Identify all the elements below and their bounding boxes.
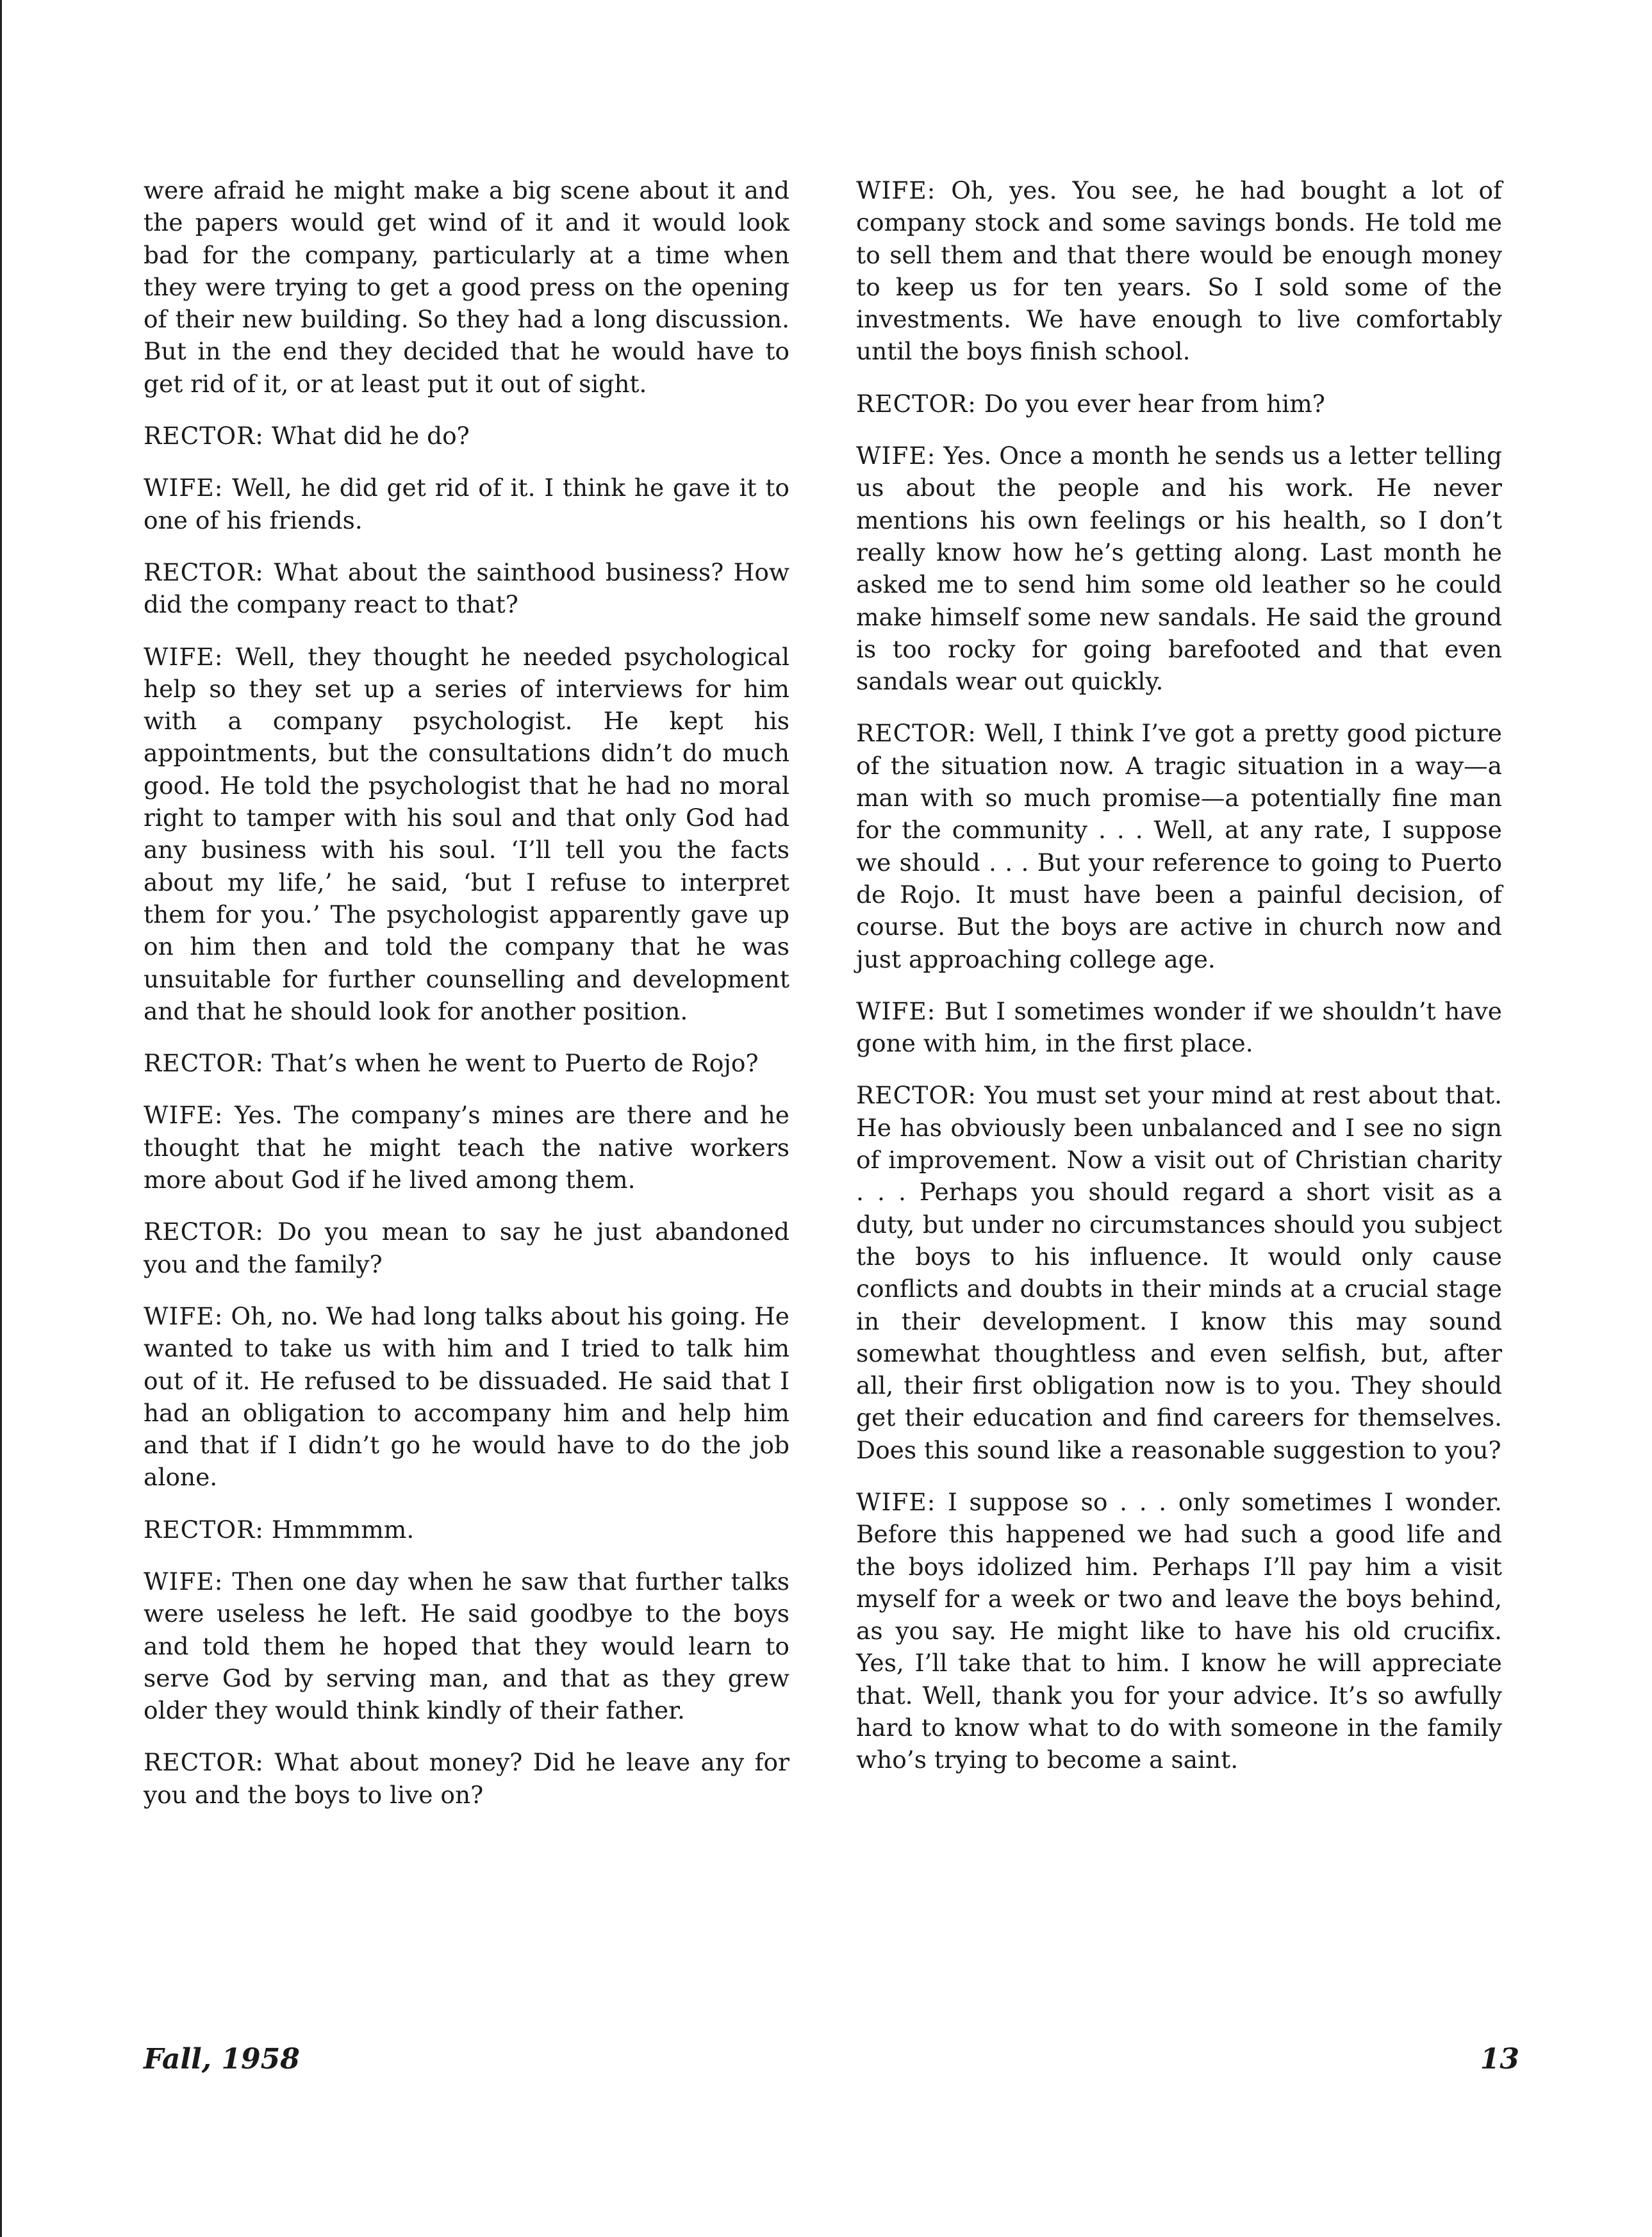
paragraph bbox=[856, 995, 1502, 1060]
paragraph-text: Hmmmmm. bbox=[263, 1515, 415, 1544]
speaker-label: WIFE: bbox=[144, 1101, 224, 1130]
speaker-label: WIFE: bbox=[856, 1487, 936, 1516]
speaker-label: WIFE: bbox=[856, 442, 936, 470]
paragraph-text: What did he do? bbox=[263, 422, 470, 450]
speaker-label: WIFE: bbox=[144, 1567, 224, 1596]
speaker-label: RECTOR: bbox=[144, 1515, 264, 1544]
speaker-label: RECTOR: bbox=[856, 719, 977, 748]
paragraph-text: Well, they thought he needed psychological help so they set up a series of interviews for him with a company psychologist. He kept his appointments, but the consultations didn’t do much good. He told the psychologist that he had no moral right to tamper with his soul and that only God had any business with his soul. ‘I’ll tell you the facts about my life,’ he said, ‘but I refuse to interpret them for you.’ The psychologist apparently gave up on him then and told the company that he was unsuitable for further counselling and development and that he should look for another position. bbox=[144, 642, 789, 1025]
paragraph-text: What about the sainthood business? How did the company react to that? bbox=[144, 557, 789, 619]
left-column bbox=[144, 174, 789, 1831]
speaker-label: RECTOR: bbox=[144, 1748, 264, 1777]
paragraph bbox=[144, 472, 789, 536]
paragraph bbox=[856, 440, 1502, 697]
paragraph bbox=[144, 556, 789, 621]
paragraph-text: What about money? Did he leave any for you and the boys to live on? bbox=[144, 1748, 789, 1809]
speaker-label: WIFE: bbox=[144, 1301, 224, 1330]
page-edge-line bbox=[0, 0, 2, 2237]
paragraph bbox=[144, 1047, 789, 1079]
paragraph-text: Then one day when he saw that further talks were useless he left. He said goodbye to the boys and told them he hoped that they would learn to serve God by serving man, and that as they grew older they would think kindly of their father. bbox=[144, 1567, 789, 1725]
paragraph bbox=[144, 1565, 789, 1726]
paragraph-text: That’s when he went to Puerto de Rojo? bbox=[263, 1049, 759, 1078]
paragraph bbox=[856, 388, 1502, 420]
paragraph bbox=[856, 1079, 1502, 1466]
footer-issue: Fall, 1958 bbox=[144, 2043, 300, 2076]
speaker-label: WIFE: bbox=[144, 474, 224, 502]
right-column bbox=[856, 174, 1502, 1796]
speaker-label: RECTOR: bbox=[144, 1218, 264, 1246]
paragraph bbox=[856, 1486, 1502, 1776]
speaker-label: WIFE: bbox=[856, 996, 936, 1025]
speaker-label: RECTOR: bbox=[144, 1049, 264, 1078]
paragraph bbox=[144, 1300, 789, 1494]
paragraph bbox=[144, 174, 789, 400]
speaker-label: WIFE: bbox=[144, 642, 224, 671]
paragraph-text: But I sometimes wonder if we shouldn’t have gone with him, in the first place. bbox=[856, 996, 1502, 1058]
paragraph-text: You must set your mind at rest about that. He has obviously been unbalanced and I see no sign of improvement. Now a visit out of Christian charity . . . Perhaps you should regard a short visit as a duty, but under no circumstances should you subject the boys to his influence. It would only cause conflicts and doubts in their minds at a crucial stage in their development. I know this may sound somewhat thoughtless and even selfish, but, after all, their first obligation now is to you. They should get their education and find careers for themselves. Does this sound like a reasonable suggestion to you? bbox=[856, 1081, 1502, 1464]
speaker-label: RECTOR: bbox=[856, 1081, 977, 1110]
paragraph-text: Do you ever hear from him? bbox=[976, 389, 1325, 418]
page-number: 13 bbox=[1480, 2043, 1519, 2076]
paragraph bbox=[144, 1099, 789, 1196]
paragraph bbox=[144, 1514, 789, 1546]
paragraph-text: Oh, yes. You see, he had bought a lot of company stock and some savings bonds. He told me to sell them and that there would be enough money to keep us for ten years. So I sold some of the investments. We have enough to live comfortably until the boys finish school. bbox=[856, 176, 1502, 366]
paragraph-text: Yes. Once a month he sends us a letter telling us about the people and his work. He never mentions his own feelings or his health, so I don’t really know how he’s getting along. Last month he asked me to send him some old leather so he could make himself some new sandals. He said the ground is too rocky for going barefooted and that even sandals wear out quickly. bbox=[856, 442, 1502, 696]
paragraph bbox=[856, 174, 1502, 368]
paragraph-text: I suppose so . . . only sometimes I wonder. Before this happened we had such a good life and the boys idolized him. Perhaps I’ll pay him a visit myself for a week or two and leave the boys behind, as you say. He might like to have his old crucifix. Yes, I’ll take that to him. I know he will appreciate that. Well, thank you for your advice. It’s so awfully hard to know what to do with someone in the family who’s trying to become a saint. bbox=[856, 1487, 1502, 1774]
speaker-label: RECTOR: bbox=[144, 557, 264, 586]
speaker-label: RECTOR: bbox=[144, 422, 264, 450]
paragraph bbox=[144, 641, 789, 1028]
paragraph-text: Oh, no. We had long talks about his going. He wanted to take us with him and I tried to talk him out of it. He refused to be dissuaded. He said that I had an obligation to accompany him and help him and that if I didn’t go he would have to do the job alone. bbox=[144, 1301, 789, 1492]
paragraph bbox=[144, 1746, 789, 1811]
paragraph-text: Well, I think I’ve got a pretty good picture of the situation now. A tragic situation in a way—a man with so much promise—a potentially fine man for the community . . . Well, at any rate, I suppose we should . . . But your reference to going to Puerto de Rojo. It must have been a painful decision, of course. But the boys are active in church now and just approaching college age. bbox=[856, 719, 1502, 973]
speaker-label: WIFE: bbox=[856, 176, 936, 204]
paragraph-text: were afraid he might make a big scene about it and the papers would get wind of it and it would look bad for the company, particularly at a time when they were trying to get a good press on the opening of their new building. So they had a long discussion. But in the end they decided that he would have to get rid of it, or at least put it out of sight. bbox=[144, 176, 789, 398]
paragraph bbox=[144, 1216, 789, 1280]
paragraph-text: Yes. The company’s mines are there and he thought that he might teach the native workers more about God if he lived among them. bbox=[144, 1101, 789, 1194]
paragraph bbox=[856, 717, 1502, 975]
paragraph bbox=[144, 420, 789, 452]
paragraph-text: Well, he did get rid of it. I think he gave it to one of his friends. bbox=[144, 474, 789, 534]
speaker-label: RECTOR: bbox=[856, 389, 977, 418]
paragraph-text: Do you mean to say he just abandoned you and the family? bbox=[144, 1218, 789, 1278]
